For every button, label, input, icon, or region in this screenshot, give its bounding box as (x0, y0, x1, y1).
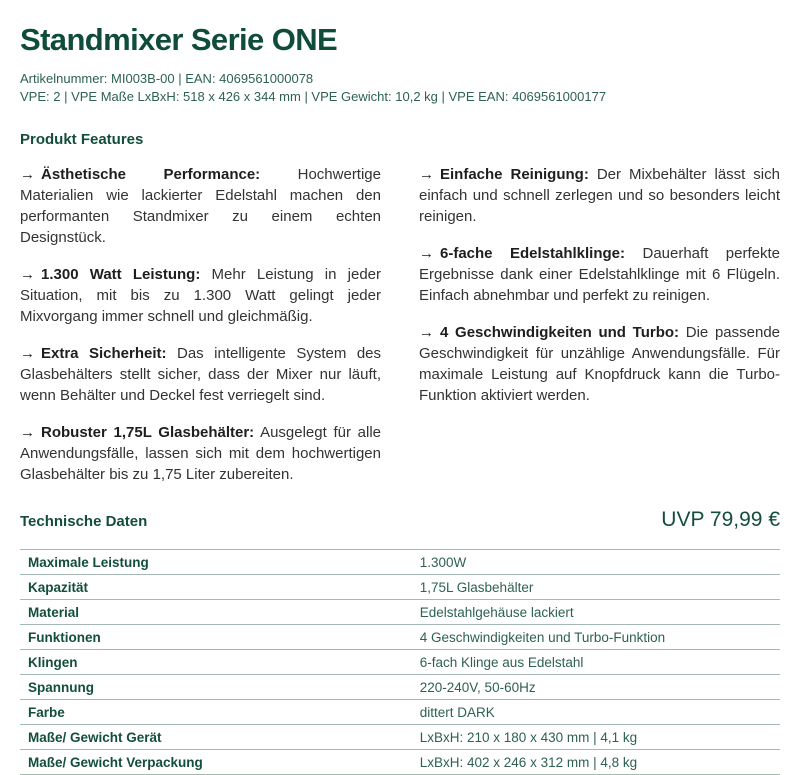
spec-value: Edelstahlgehäuse lackiert (419, 604, 574, 620)
spec-value: 220-240V, 50-60Hz (419, 679, 536, 695)
features-columns (20, 148, 780, 485)
feature-item (419, 322, 780, 406)
spec-label: Kapazität (28, 579, 89, 595)
tech-header (20, 508, 780, 532)
feature-title: 4 Geschwindigkeiten und Turbo: (440, 324, 680, 341)
feature-title: 1.300 Watt Leistung: (41, 266, 201, 283)
arrow-right-icon: → (20, 166, 35, 183)
article-meta-line2: VPE: 2 | VPE Maße LxBxH: 518 x 426 x 344 mm | VPE Gewicht: 10,2 kg | VPE EAN: 4069561000177 (20, 89, 607, 104)
article-meta (20, 70, 780, 106)
feature-text: Das intelligente System des Glasbehälters stellt sicher, dass der Mixer nur läuft, wenn Behälter und Deckel fest verriegelt sind. (20, 345, 381, 404)
spec-label: Klingen (28, 654, 78, 670)
arrow-right-icon: → (20, 424, 35, 441)
price-uvp: UVP 79,99 € (661, 508, 780, 531)
features-column-left (20, 148, 381, 485)
feature-item (20, 422, 381, 485)
feature-title: Ästhetische Performance: (41, 166, 261, 183)
page-title: Standmixer Serie ONE (20, 22, 338, 57)
table-row (20, 574, 780, 599)
features-heading: Produkt Features (20, 131, 144, 148)
arrow-right-icon: → (419, 324, 434, 341)
table-row (20, 624, 780, 649)
feature-item (419, 243, 780, 306)
arrow-right-icon: → (20, 266, 35, 283)
feature-text: Ausgelegt für alle Anwendungsfälle, lassen sich mit dem hochwertigen Glasbehälter bis zu 1,75 Liter zubereiten. (20, 424, 382, 483)
feature-title: Einfache Reinigung: (440, 166, 589, 183)
spec-value: 6-fach Klinge aus Edelstahl (419, 654, 584, 670)
feature-item (20, 164, 381, 248)
feature-title: Robuster 1,75L Glasbehälter: (41, 424, 255, 441)
spec-value: dittert DARK (419, 704, 495, 720)
features-column-right (419, 148, 780, 485)
table-row (20, 699, 780, 724)
table-row (20, 674, 780, 699)
spec-label: Material (28, 604, 80, 620)
spec-value: LxBxH: 210 x 180 x 430 mm | 4,1 kg (419, 729, 638, 745)
arrow-right-icon: → (20, 345, 35, 362)
table-row (20, 599, 780, 624)
arrow-right-icon: → (419, 166, 434, 183)
table-row (20, 749, 780, 774)
spec-label: Maximale Leistung (28, 554, 149, 570)
feature-item (20, 343, 381, 406)
article-meta-line1: Artikelnummer: MI003B-00 | EAN: 4069561000078 (20, 71, 314, 86)
tech-heading: Technische Daten (20, 513, 148, 530)
spec-value: 1,75L Glasbehälter (419, 579, 534, 595)
spec-label: Maße/ Gewicht Verpackung (28, 754, 203, 770)
table-row (20, 724, 780, 749)
spec-label: Funktionen (28, 629, 101, 645)
spec-label: Maße/ Gewicht Gerät (28, 729, 162, 745)
feature-text: Dauerhaft perfekte Ergebnisse dank einer Edelstahlklinge mit 6 Flügeln. Einfach abnehmbar und perfekt zu reinigen. (419, 245, 781, 304)
feature-title: Extra Sicherheit: (41, 345, 167, 362)
spec-label: Farbe (28, 704, 65, 720)
feature-title: 6-fache Edelstahlklinge: (440, 245, 626, 262)
tech-table (20, 549, 780, 775)
spec-value: 1.300W (419, 554, 467, 570)
feature-text: Mehr Leistung in jeder Situation, mit bis zu 1.300 Watt gelingt jeder Mixvorgang immer schnell und gleichmäßig. (20, 266, 381, 325)
feature-text: Der Mixbehälter lässt sich einfach und schnell zerlegen und so besonders leicht reinigen. (419, 166, 780, 225)
feature-text: Hochwertige Materialien wie lackierter Edelstahl machen den performanten Standmixer zu einem echten Designstück. (20, 166, 381, 246)
feature-item (20, 264, 381, 327)
arrow-right-icon: → (419, 245, 434, 262)
table-row (20, 549, 780, 574)
spec-value: LxBxH: 402 x 246 x 312 mm | 4,8 kg (419, 754, 638, 770)
spec-label: Spannung (28, 679, 94, 695)
feature-text: Die passende Geschwindigkeit für unzählige Anwendungsfälle. Für maximale Leistung auf Knopfdruck kann die Turbo-Funktion aktiviert werden. (419, 324, 781, 404)
table-row (20, 649, 780, 674)
spec-value: 4 Geschwindigkeiten und Turbo-Funktion (419, 629, 666, 645)
feature-item (419, 164, 780, 227)
